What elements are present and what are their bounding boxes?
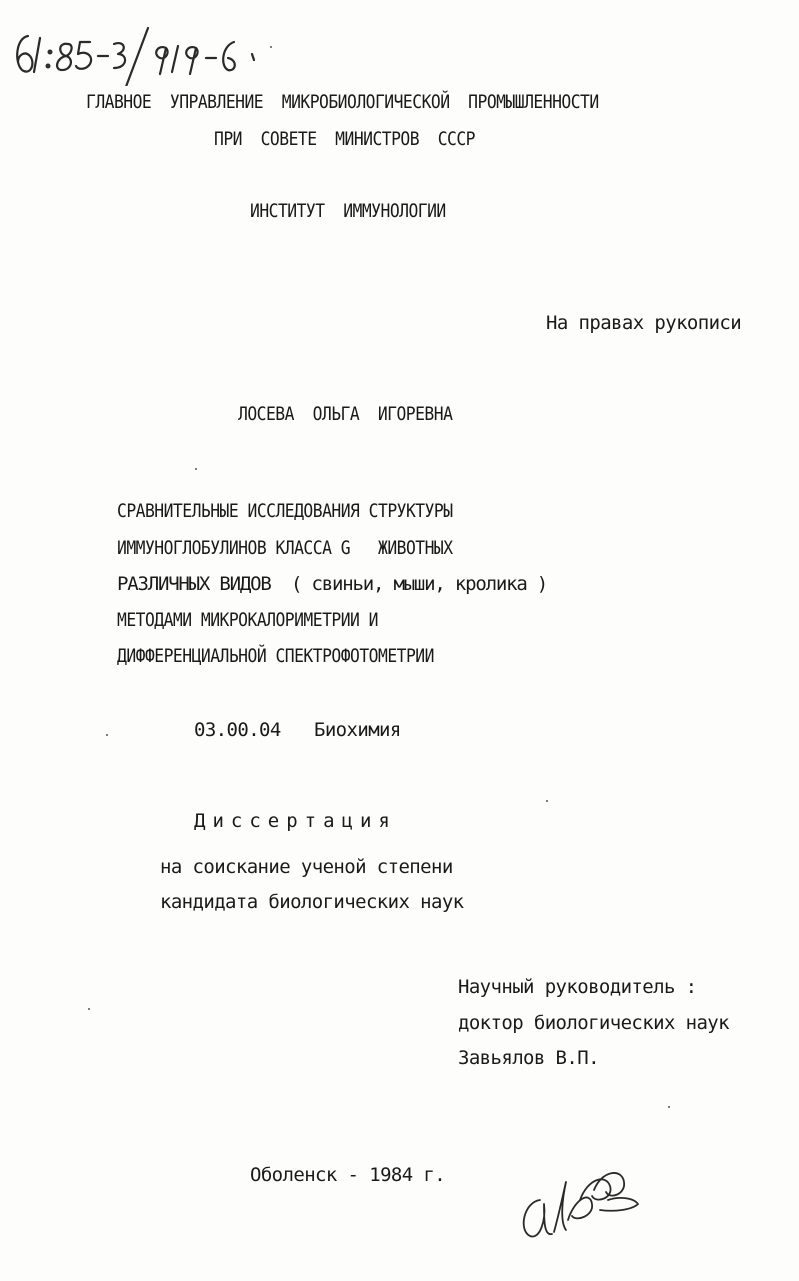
degree-line-2: кандидата биологических наук: [160, 891, 464, 913]
manuscript-rights-note: На правах рукописи: [546, 312, 742, 334]
title-line-5: ДИФФЕРЕНЦИАЛЬНОЙ СПЕКТРОФОТОМЕТРИИ: [117, 645, 434, 667]
supervisor-degree: доктор биологических наук: [458, 1012, 729, 1034]
specialty-code: 03.00.04: [194, 719, 281, 741]
council-heading: ПРИ СОВЕТЕ МИНИСТРОВ СССР: [214, 128, 476, 150]
institute-heading: ИНСТИТУТ ИММУНОЛОГИИ: [250, 200, 446, 222]
handwritten-archive-number: [6, 14, 256, 86]
scan-speck: [270, 46, 272, 48]
supervisor-label: Научный руководитель :: [458, 976, 697, 998]
degree-line-1: на соискание ученой степени: [160, 856, 453, 878]
title-line-3: РАЗЛИЧНЫХ ВИДОВ ( свиньи, мыши, кролика ): [117, 573, 548, 595]
author-name: ЛОСЕВА ОЛЬГА ИГОРЕВНА: [238, 403, 453, 425]
ministry-heading: ГЛАВНОЕ УПРАВЛЕНИЕ МИКРОБИОЛОГИЧЕСКОЙ ПРОМЫШЛЕННОСТИ: [86, 91, 599, 113]
scan-speck: [668, 1106, 670, 1108]
title-line-1: СРАВНИТЕЛЬНЫЕ ИССЛЕДОВАНИЯ СТРУКТУРЫ: [117, 500, 453, 522]
scan-speck: [546, 800, 548, 802]
specialty-name: Биохимия: [314, 719, 401, 741]
title-line-2: ИММУНОГЛОБУЛИНОВ КЛАССА G ЖИВОТНЫХ: [117, 537, 453, 559]
title-line-4: МЕТОДАМИ МИКРОКАЛОРИМЕТРИИ И: [117, 609, 379, 631]
supervisor-name: Завьялов В.П.: [458, 1047, 599, 1069]
dissertation-heading: Диссертация: [194, 810, 397, 832]
scan-speck: [106, 734, 108, 736]
handwritten-signature: [510, 1160, 660, 1250]
scan-speck: [88, 1008, 90, 1010]
scan-speck: [195, 468, 197, 470]
place-and-year: Оболенск - 1984 г.: [250, 1164, 446, 1186]
